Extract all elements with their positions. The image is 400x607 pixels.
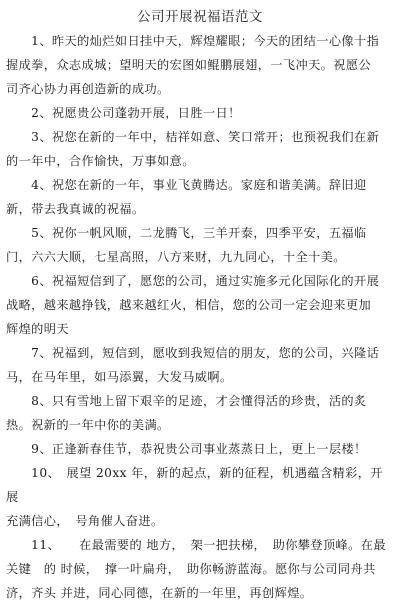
- text-line-21: 充满信心， 号角催人奋进。: [6, 514, 164, 528]
- text-line-14: 7、祝福到，短信到，愿收到我短信的朋友，您的公司，兴隆话: [6, 346, 380, 360]
- text-line-1: 1、昨天的灿烂如日挂中天，辉煌耀眼；今天的团结一心像十指: [6, 34, 380, 48]
- text-line-15: 马，在马年里，如马添翼，大发马威啊。: [6, 370, 233, 384]
- text-line-8: 新，带去我真诚的祝福。: [6, 202, 145, 216]
- text-line-24: 济，齐头 并进，同心同德，在新的一年里，再创辉煌。: [6, 586, 313, 600]
- text-line-18: 9、正逢新春佳节，恭祝贵公司事业蒸蒸日上，更上一层楼！: [6, 442, 367, 456]
- text-line-4: 2、祝愿贵公司蓬勃开展，日胜一日！: [6, 106, 241, 120]
- text-line-2: 握成拳，众志成城；望明天的宏图如鲲鹏展翅，一飞冲天。祝愿公: [6, 58, 372, 72]
- text-line-17: 热。祝新的一年中你的美满。: [6, 418, 170, 432]
- text-line-3: 司齐心协力再创造新的成功。: [6, 82, 170, 96]
- text-line-22: 11、 在最需要的 地方， 架一把扶梯， 助你攀登顶峰。在最: [6, 538, 386, 552]
- text-line-10: 门，六六大顺，七星高照，八方来财，九九同心，十全十美。: [6, 250, 346, 264]
- text-line-9: 5、祝你一帆风顺，二龙腾飞，三羊开泰，四季平安，五福临: [6, 226, 367, 240]
- text-line-12: 战略，越来越挣钱，越来越红火，相信，您的公司一定会迎来更加: [6, 298, 372, 312]
- text-line-6: 的一年中，合作愉快，万事如意。: [6, 154, 195, 168]
- text-line-11: 6、祝福短信到了，愿您的公司，通过实施多元化国际化的开展: [6, 274, 380, 288]
- text-line-7: 4、祝您在新的一年，事业飞黄腾达。家庭和谐美满。辞旧迎: [6, 178, 367, 192]
- text-line-20: 展: [6, 490, 19, 504]
- text-line-13: 辉煌的明天: [6, 322, 69, 336]
- text-line-23: 关键 的 时候， 撑一叶扁舟， 助你畅游蓝海。愿你与公司同舟共: [6, 562, 376, 576]
- document-title: 公司开展祝福语范文: [137, 9, 263, 25]
- text-line-5: 3、祝您在新的一年中，桔祥如意、笑口常开；也预祝我们在新: [6, 130, 380, 144]
- text-line-19: 10、 展望 20xx 年，新的起点，新的征程，机遇蕴含精彩，开: [6, 466, 383, 480]
- text-line-16: 8、只有雪地上留下艰辛的足迹，才会懂得活的珍贵，活的炙: [6, 394, 367, 408]
